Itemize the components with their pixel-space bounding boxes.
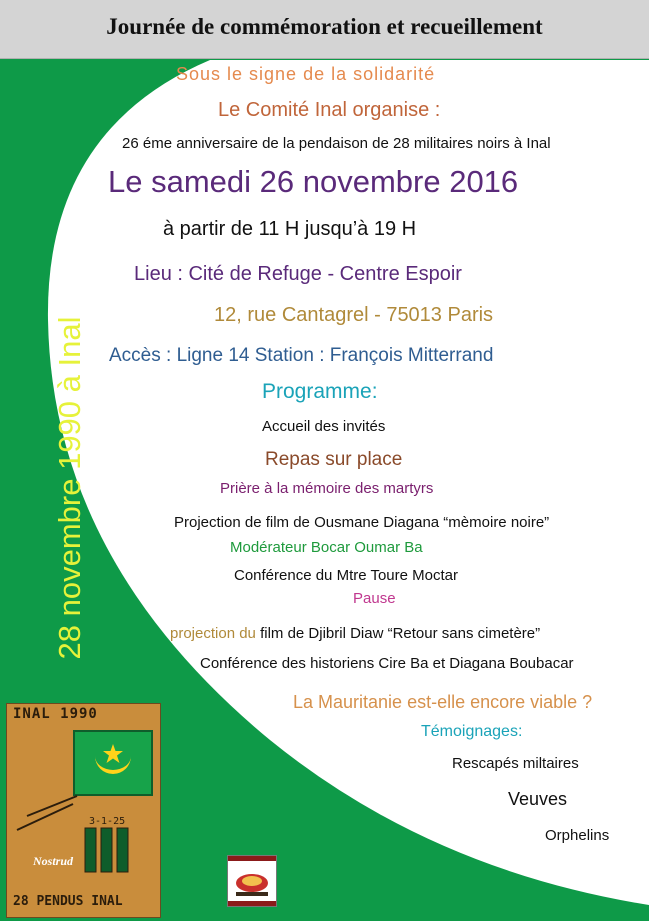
- organizer-line: Le Comité Inal organise :: [218, 99, 441, 121]
- photo-top-text: INAL 1990: [13, 706, 98, 722]
- programme-question: La Mauritanie est-elle encore viable ?: [293, 692, 593, 712]
- testimony-widows: Veuves: [508, 789, 568, 809]
- access-line: Accès : Ligne 14 Station : François Mitterrand: [109, 345, 494, 366]
- testimony-survivors: Rescapés miltaires: [452, 755, 579, 772]
- programme-meal: Repas sur place: [265, 449, 403, 470]
- programme-pause: Pause: [353, 590, 396, 607]
- event-title: Journée de commémoration et recueillement: [106, 14, 543, 39]
- programme-film2-part2: film de Djibril Diaw “Retour sans cimetère”: [255, 625, 541, 642]
- header-bar: [0, 0, 649, 59]
- address-line: 12, rue Cantagrel - 75013 Paris: [214, 304, 494, 326]
- logo-bottom-band: [228, 901, 276, 906]
- programme-conference1: Conférence du Mtre Toure Moctar: [234, 567, 458, 584]
- memorial-photo: [6, 703, 161, 918]
- photo-bottom-text: 28 PENDUS INAL: [13, 894, 123, 909]
- testimony-orphans: Orphelins: [545, 827, 610, 844]
- programme-film2: [170, 625, 540, 642]
- photo-sketch-lines: [7, 704, 160, 917]
- programme-heading: Programme:: [262, 380, 378, 403]
- venue-line: Lieu : Cité de Refuge - Centre Espoir: [134, 263, 462, 285]
- photo-date-text: 3-1-25: [89, 816, 126, 827]
- programme-welcome: Accueil des invités: [262, 418, 386, 435]
- photo-signature: Nostrud: [33, 854, 74, 868]
- anniversary-line: 26 éme anniversaire de la pendaison de 28 militaires noirs à Inal: [122, 135, 551, 152]
- programme-film2-part1: projection du: [170, 625, 256, 642]
- programme-film1: Projection de film de Ousmane Diagana “mèmoire noire”: [174, 514, 550, 531]
- slogan: Sous le signe de la solidarité: [176, 64, 436, 84]
- logo-emblem-icon: [228, 856, 276, 906]
- organization-logo: [227, 855, 277, 907]
- testimonies-heading: Témoignages:: [421, 723, 523, 740]
- programme-prayer: Prière à la mémoire des martyrs: [220, 480, 434, 497]
- programme-conference2: Conférence des historiens Cire Ba et Diagana Boubacar: [200, 655, 574, 672]
- event-hours: à partir de 11 H jusqu’à 19 H: [163, 218, 417, 240]
- programme-moderator: Modérateur Bocar Oumar Ba: [230, 539, 423, 556]
- vertical-date-banner: 28 novembre 1990 à Inal: [52, 316, 87, 660]
- event-date: Le samedi 26 novembre 2016: [108, 164, 519, 199]
